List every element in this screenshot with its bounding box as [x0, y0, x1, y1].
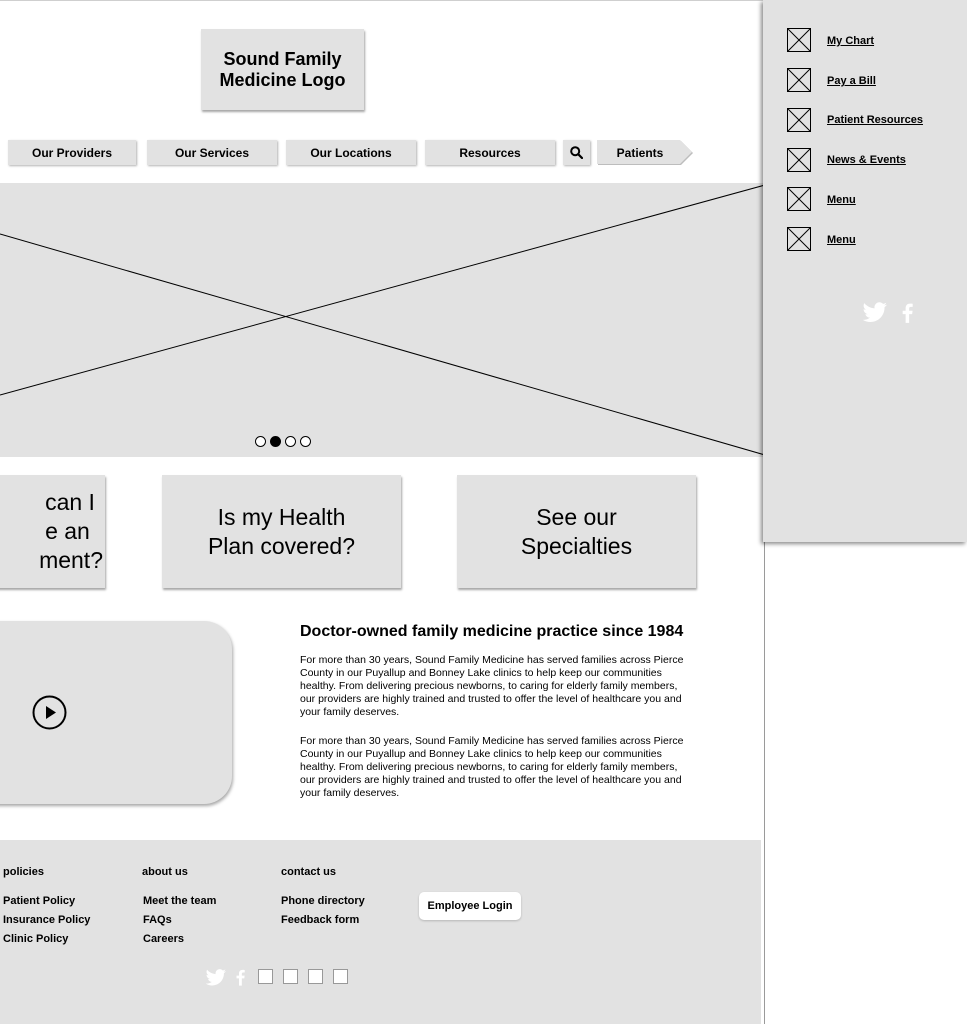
social-placeholder-icon[interactable]: [283, 969, 298, 984]
footer-link-patient-policy[interactable]: Patient Policy: [3, 895, 76, 907]
image-placeholder-icon: [787, 148, 811, 172]
card-line: can I: [45, 489, 95, 515]
nav-item-resources[interactable]: [425, 140, 555, 165]
search-button[interactable]: [563, 140, 590, 165]
card-line: e an: [45, 518, 90, 544]
footer-link-faqs[interactable]: FAQs: [143, 914, 172, 926]
card-line: Specialties: [520, 532, 633, 559]
footer-heading-contact-us: contact us: [281, 866, 337, 878]
site-logo[interactable]: [201, 29, 364, 110]
footer-heading-policies: policies: [3, 866, 44, 878]
panel-link-pay-a-bill[interactable]: Pay a Bill: [827, 75, 876, 87]
logo-text: Sound Family Medicine Logo: [219, 48, 346, 90]
panel-link-patient-resources[interactable]: Patient Resources: [827, 114, 923, 126]
nav-item-patients[interactable]: [597, 139, 694, 166]
image-placeholder-icon: [787, 28, 811, 52]
image-placeholder-icon: [787, 108, 811, 132]
facebook-icon[interactable]: [902, 302, 913, 324]
carousel-dot[interactable]: [255, 436, 266, 447]
card-specialties[interactable]: [457, 475, 696, 588]
card-text: [39, 488, 103, 575]
panel-link-menu[interactable]: Menu: [827, 234, 856, 246]
twitter-icon[interactable]: [862, 302, 888, 324]
facebook-icon[interactable]: [236, 969, 245, 986]
card-health-plan[interactable]: [162, 475, 401, 588]
carousel-dot-active[interactable]: [270, 436, 281, 447]
image-placeholder-icon: [787, 227, 811, 251]
hero-image-placeholder: [0, 183, 765, 457]
social-placeholder-icon[interactable]: [308, 969, 323, 984]
play-icon[interactable]: [32, 695, 67, 730]
footer-link-clinic-policy[interactable]: Clinic Policy: [3, 933, 69, 945]
footer-link-insurance-policy[interactable]: Insurance Policy: [3, 914, 91, 926]
nav-label: Our Locations: [310, 145, 392, 160]
twitter-icon[interactable]: [205, 969, 227, 987]
image-placeholder-icon: [787, 187, 811, 211]
about-paragraph: For more than 30 years, Sound Family Medicine has served families across Pierce County in our Puyallup and Bonney Lake clinics to help keep our communities healthy. From delivering precious newborns, to caring for elderly family members, our providers are highly trained and trusted to offer the level of healthcare you and your family deserves.: [300, 735, 684, 799]
card-appointment[interactable]: [0, 475, 105, 588]
about-title: Doctor-owned family medicine practice since 1984: [300, 623, 684, 640]
card-line: ment?: [39, 547, 103, 573]
footer-link-careers[interactable]: Careers: [143, 933, 184, 945]
social-placeholder-icon[interactable]: [333, 969, 348, 984]
nav-item-our-services[interactable]: [147, 140, 277, 165]
panel-link-news-events[interactable]: News & Events: [827, 154, 906, 166]
nav-item-our-providers[interactable]: [8, 140, 136, 165]
footer-link-feedback-form[interactable]: Feedback form: [281, 914, 360, 926]
employee-login-button[interactable]: Employee Login: [419, 892, 521, 920]
carousel-dot[interactable]: [285, 436, 296, 447]
about-paragraph: For more than 30 years, Sound Family Medicine has served families across Pierce County in our Puyallup and Bonney Lake clinics to help keep our communities healthy. From delivering precious newborns, to caring for elderly family members, our providers are highly trained and trusted to offer the level of healthcare you and your family deserves.: [300, 654, 684, 718]
panel-link-menu[interactable]: Menu: [827, 194, 856, 206]
footer-link-meet-the-team[interactable]: Meet the team: [143, 895, 217, 907]
nav-label: Resources: [459, 145, 521, 160]
carousel-indicators: [255, 436, 311, 447]
card-line: See our: [536, 503, 617, 530]
nav-item-our-locations[interactable]: [286, 140, 416, 165]
nav-patients-label: Patients: [616, 145, 664, 160]
footer-heading-about-us: about us: [142, 866, 188, 878]
carousel-dot[interactable]: [300, 436, 311, 447]
social-placeholder-icon[interactable]: [258, 969, 273, 984]
image-placeholder-icon: [787, 68, 811, 92]
nav-label: Our Services: [174, 145, 250, 160]
card-text: [521, 503, 632, 561]
panel-link-my-chart[interactable]: My Chart: [827, 35, 875, 47]
footer-link-phone-directory[interactable]: Phone directory: [281, 895, 365, 907]
hero-carousel[interactable]: [0, 183, 765, 457]
card-line: Is my Health: [217, 503, 346, 530]
nav-label: Our Providers: [31, 145, 113, 160]
footer: [0, 840, 761, 1024]
card-line: Plan covered?: [207, 532, 356, 559]
search-icon: [570, 146, 583, 159]
card-text: [208, 503, 355, 561]
